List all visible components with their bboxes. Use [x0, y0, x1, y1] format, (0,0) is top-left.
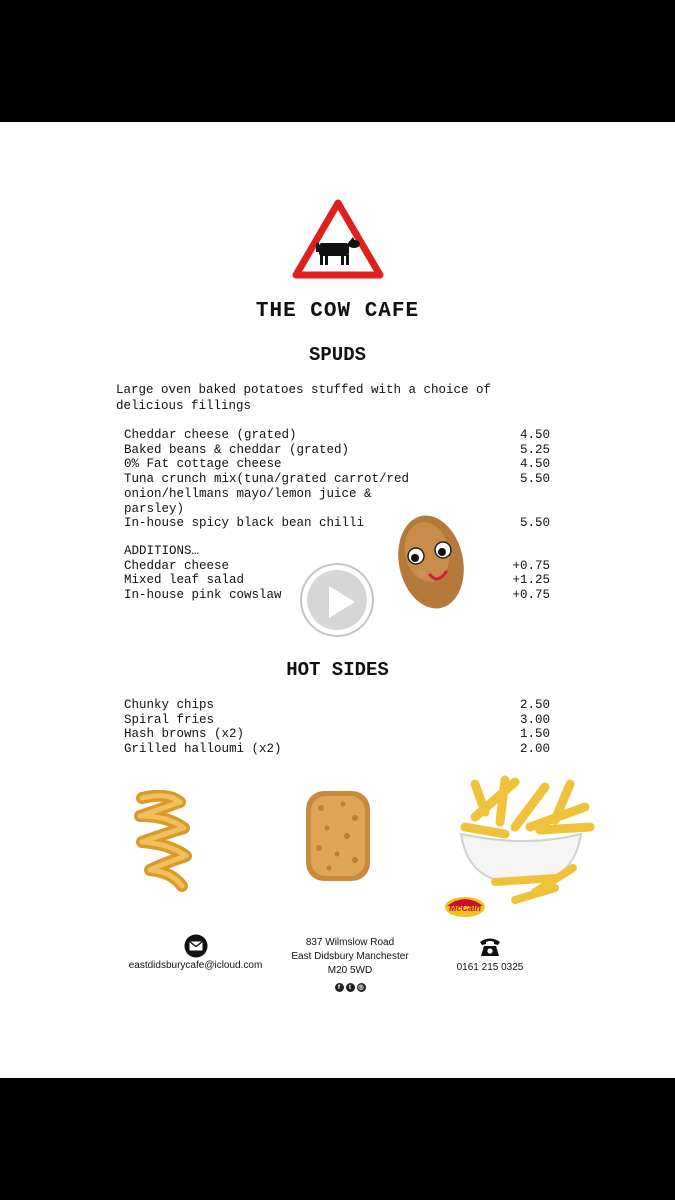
item-price: 5.50 — [519, 516, 550, 531]
item-name: Baked beans & cheddar (grated) — [124, 442, 350, 457]
hash-brown-icon — [303, 788, 373, 884]
play-button[interactable] — [300, 563, 374, 637]
item-name: In-house pink cowslaw — [124, 588, 282, 603]
facebook-icon[interactable]: f — [335, 983, 344, 992]
list-item — [124, 742, 550, 757]
item-price: +1.25 — [512, 573, 550, 588]
item-name: In-house spicy black bean chilli — [124, 516, 365, 531]
item-name: Mixed leaf salad — [124, 573, 245, 588]
list-item — [124, 713, 550, 728]
item-price: 1.50 — [519, 727, 550, 742]
hot-sides-list — [124, 698, 550, 757]
mccain-logo — [444, 894, 486, 918]
mccain-logo-text: McCain — [448, 903, 482, 913]
list-item — [124, 698, 550, 713]
address-line: 837 Wilmslow Road — [305, 937, 395, 948]
cafe-name: THE COW CAFE — [255, 300, 420, 323]
spuds-heading: SPUDS — [308, 344, 366, 366]
item-price: 4.50 — [519, 428, 550, 442]
item-name: Cheddar cheese — [124, 558, 230, 573]
item-name: Spiral fries — [124, 712, 215, 727]
instagram-icon[interactable]: ◎ — [358, 983, 364, 991]
item-name: Cheddar cheese (grated) — [124, 428, 297, 442]
spuds-list — [124, 428, 550, 531]
item-name: Tuna crunch mix(tuna/grated carrot/red onion/hellmans mayo/lemon juice & parsley) — [124, 472, 410, 516]
item-name: Chunky chips — [124, 698, 215, 712]
footer-phone-block — [445, 936, 535, 973]
list-item — [124, 472, 550, 516]
footer-email-block — [118, 934, 273, 971]
item-name: Hash browns (x2) — [124, 727, 245, 742]
item-price: 4.50 — [519, 457, 550, 472]
item-price: 3.00 — [519, 712, 550, 727]
fries-bowl-icon — [445, 772, 600, 912]
address-line: East Didsbury Manchester — [291, 951, 409, 962]
phone-number[interactable]: 0161 215 0325 — [456, 962, 524, 973]
email-link[interactable]: eastdidsburycafe@icloud.com — [128, 960, 263, 971]
additions-label: ADDITIONS… — [124, 544, 200, 558]
social-icons — [280, 981, 420, 995]
item-price: 5.50 — [519, 472, 550, 487]
list-item — [124, 727, 550, 742]
play-icon — [319, 582, 359, 622]
twitter-icon[interactable]: t — [346, 983, 355, 992]
list-item — [124, 516, 550, 531]
footer-address-block — [280, 936, 420, 995]
telephone-icon — [478, 936, 502, 958]
address-line: M20 5WD — [327, 965, 373, 976]
item-name: Grilled halloumi (x2) — [124, 742, 282, 757]
potato-character-icon — [392, 512, 470, 612]
envelope-icon — [184, 934, 208, 958]
list-item — [124, 428, 550, 443]
spuds-intro: Large oven baked potatoes stuffed with a choice of delicious fillings — [116, 383, 492, 413]
spiral-fries-icon — [128, 790, 196, 892]
cow-warning-sign-icon — [292, 198, 384, 280]
menu-page — [0, 122, 675, 1078]
list-item — [124, 457, 550, 472]
item-name: 0% Fat cottage cheese — [124, 457, 282, 472]
item-price: +0.75 — [512, 558, 550, 573]
hot-sides-heading: HOT SIDES — [286, 659, 389, 681]
item-price: 5.25 — [519, 442, 550, 457]
item-price: +0.75 — [512, 588, 550, 603]
item-price: 2.50 — [519, 698, 550, 712]
item-price: 2.00 — [519, 742, 550, 757]
list-item — [124, 443, 550, 458]
